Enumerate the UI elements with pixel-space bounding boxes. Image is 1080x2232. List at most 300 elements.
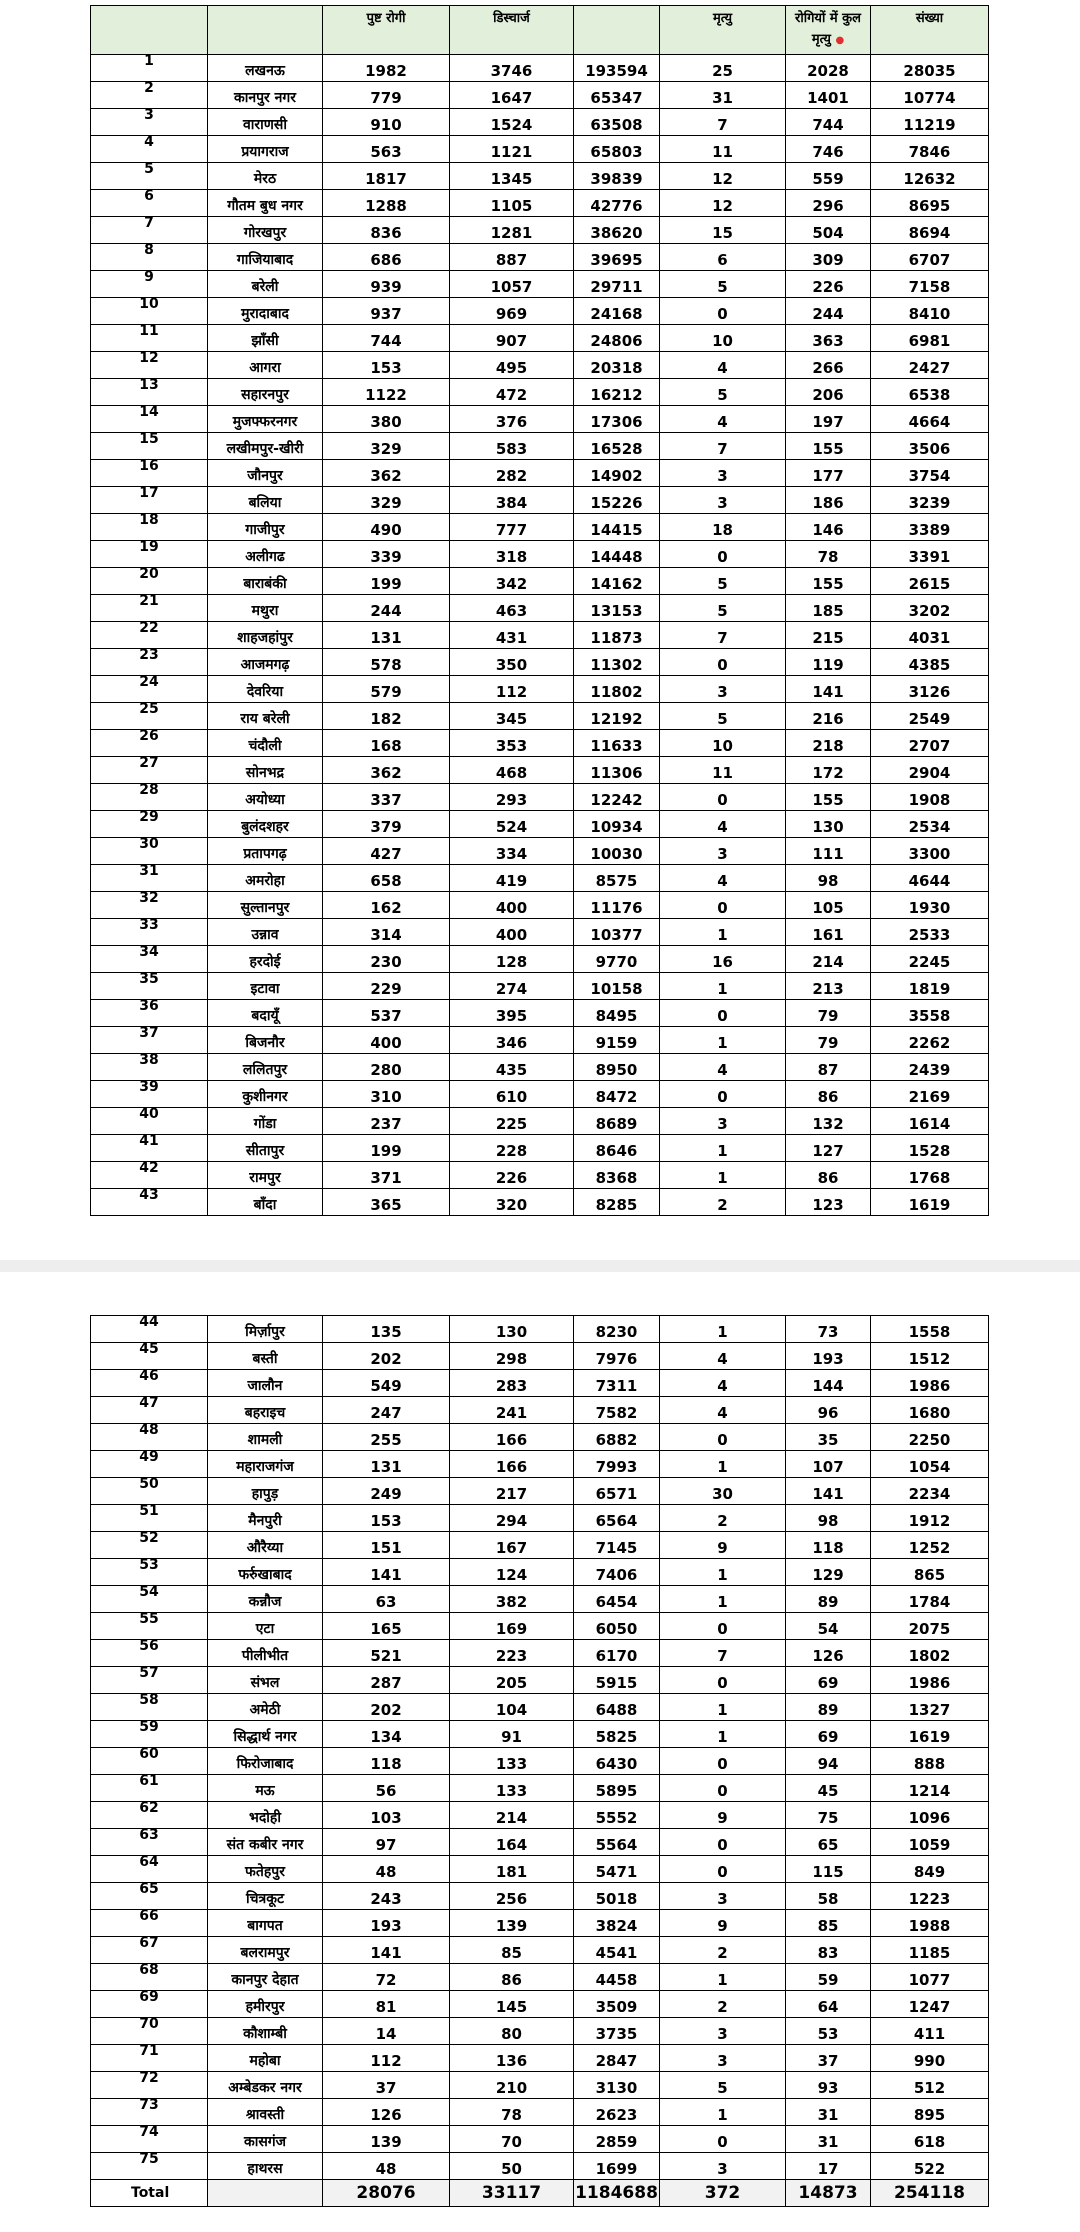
value-cell: 1 bbox=[660, 1162, 786, 1189]
value-cell: 3506 bbox=[871, 433, 989, 460]
district-cell: भदोही bbox=[208, 1802, 323, 1829]
value-cell: 213 bbox=[786, 973, 871, 1000]
district-cell: कानपुर देहात bbox=[208, 1964, 323, 1991]
value-cell: 3300 bbox=[871, 838, 989, 865]
value-cell: 0 bbox=[660, 649, 786, 676]
value-cell: 1768 bbox=[871, 1162, 989, 1189]
value-cell: 12632 bbox=[871, 163, 989, 190]
district-cell: फिरोजाबाद bbox=[208, 1748, 323, 1775]
value-cell: 131 bbox=[323, 622, 450, 649]
value-cell: 537 bbox=[323, 1000, 450, 1027]
district-cell: कन्नौज bbox=[208, 1586, 323, 1613]
district-cell: प्रतापगढ़ bbox=[208, 838, 323, 865]
value-cell: 133 bbox=[450, 1775, 574, 1802]
value-cell: 5 bbox=[660, 568, 786, 595]
table-row bbox=[91, 1937, 989, 1964]
value-cell: 1619 bbox=[871, 1189, 989, 1216]
value-cell: 0 bbox=[660, 541, 786, 568]
value-cell: 1054 bbox=[871, 1451, 989, 1478]
value-cell: 1528 bbox=[871, 1135, 989, 1162]
value-cell: 431 bbox=[450, 622, 574, 649]
district-cell: लखनऊ bbox=[208, 55, 323, 82]
district-table-part-1 bbox=[90, 5, 989, 1216]
value-cell: 7582 bbox=[574, 1397, 660, 1424]
value-cell: 3 bbox=[660, 2018, 786, 2045]
value-cell: 20318 bbox=[574, 352, 660, 379]
district-cell: अमरोहा bbox=[208, 865, 323, 892]
value-cell: 2250 bbox=[871, 1424, 989, 1451]
value-cell: 11873 bbox=[574, 622, 660, 649]
value-cell: 6707 bbox=[871, 244, 989, 271]
value-cell: 127 bbox=[786, 1135, 871, 1162]
serial-cell: 29 bbox=[91, 811, 208, 838]
value-cell: 779 bbox=[323, 82, 450, 109]
serial-cell: 54 bbox=[91, 1586, 208, 1613]
value-cell: 130 bbox=[786, 811, 871, 838]
value-cell: 13153 bbox=[574, 595, 660, 622]
value-cell: 16 bbox=[660, 946, 786, 973]
district-cell: औरैय्या bbox=[208, 1532, 323, 1559]
value-cell: 0 bbox=[660, 1748, 786, 1775]
value-cell: 229 bbox=[323, 973, 450, 1000]
value-cell: 3 bbox=[660, 676, 786, 703]
value-cell: 141 bbox=[323, 1559, 450, 1586]
value-cell: 1105 bbox=[450, 190, 574, 217]
value-cell: 141 bbox=[786, 1478, 871, 1505]
serial-cell: 16 bbox=[91, 460, 208, 487]
value-cell: 7993 bbox=[574, 1451, 660, 1478]
value-cell: 217 bbox=[450, 1478, 574, 1505]
district-cell: उन्नाव bbox=[208, 919, 323, 946]
value-cell: 30 bbox=[660, 1478, 786, 1505]
serial-cell: 50 bbox=[91, 1478, 208, 1505]
value-cell: 12192 bbox=[574, 703, 660, 730]
value-cell: 1 bbox=[660, 919, 786, 946]
value-cell: 5 bbox=[660, 595, 786, 622]
value-cell: 14902 bbox=[574, 460, 660, 487]
table-row bbox=[91, 1424, 989, 1451]
total-value: 372 bbox=[660, 2180, 786, 2207]
value-cell: 86 bbox=[786, 1162, 871, 1189]
value-cell: 80 bbox=[450, 2018, 574, 2045]
value-cell: 9 bbox=[660, 1910, 786, 1937]
serial-cell: 72 bbox=[91, 2072, 208, 2099]
value-cell: 177 bbox=[786, 460, 871, 487]
table-row bbox=[91, 352, 989, 379]
district-cell: वाराणसी bbox=[208, 109, 323, 136]
value-cell: 5018 bbox=[574, 1883, 660, 1910]
value-cell: 199 bbox=[323, 568, 450, 595]
value-cell: 4541 bbox=[574, 1937, 660, 1964]
value-cell: 849 bbox=[871, 1856, 989, 1883]
value-cell: 3 bbox=[660, 487, 786, 514]
serial-cell: 75 bbox=[91, 2153, 208, 2180]
serial-cell: 46 bbox=[91, 1370, 208, 1397]
table-row bbox=[91, 1694, 989, 1721]
value-cell: 123 bbox=[786, 1189, 871, 1216]
value-cell: 89 bbox=[786, 1586, 871, 1613]
value-cell: 167 bbox=[450, 1532, 574, 1559]
value-cell: 0 bbox=[660, 1424, 786, 1451]
district-cell: गाजीपुर bbox=[208, 514, 323, 541]
value-cell: 310 bbox=[323, 1081, 450, 1108]
value-cell: 63508 bbox=[574, 109, 660, 136]
table-row bbox=[91, 1081, 989, 1108]
value-cell: 1 bbox=[660, 1451, 786, 1478]
header-cell: संख्या bbox=[871, 6, 989, 55]
serial-cell: 37 bbox=[91, 1027, 208, 1054]
value-cell: 1096 bbox=[871, 1802, 989, 1829]
table-row bbox=[91, 298, 989, 325]
table-row bbox=[91, 595, 989, 622]
serial-cell: 11 bbox=[91, 325, 208, 352]
table-row bbox=[91, 1559, 989, 1586]
value-cell: 151 bbox=[323, 1532, 450, 1559]
value-cell: 353 bbox=[450, 730, 574, 757]
value-cell: 1 bbox=[660, 1559, 786, 1586]
marker-dot-icon: ● bbox=[835, 35, 845, 46]
value-cell: 136 bbox=[450, 2045, 574, 2072]
serial-cell: 38 bbox=[91, 1054, 208, 1081]
table-row bbox=[91, 1370, 989, 1397]
value-cell: 309 bbox=[786, 244, 871, 271]
value-cell: 2623 bbox=[574, 2099, 660, 2126]
value-cell: 8689 bbox=[574, 1108, 660, 1135]
value-cell: 130 bbox=[450, 1316, 574, 1343]
serial-cell: 70 bbox=[91, 2018, 208, 2045]
value-cell: 1930 bbox=[871, 892, 989, 919]
value-cell: 38620 bbox=[574, 217, 660, 244]
value-cell: 6981 bbox=[871, 325, 989, 352]
value-cell: 2859 bbox=[574, 2126, 660, 2153]
value-cell: 139 bbox=[323, 2126, 450, 2153]
district-cell: मुरादाबाद bbox=[208, 298, 323, 325]
value-cell: 103 bbox=[323, 1802, 450, 1829]
value-cell: 3202 bbox=[871, 595, 989, 622]
value-cell: 10 bbox=[660, 730, 786, 757]
value-cell: 11302 bbox=[574, 649, 660, 676]
value-cell: 107 bbox=[786, 1451, 871, 1478]
value-cell: 4385 bbox=[871, 649, 989, 676]
value-cell: 28035 bbox=[871, 55, 989, 82]
value-cell: 161 bbox=[786, 919, 871, 946]
table-header-row bbox=[91, 6, 989, 55]
header-cell-total-deaths bbox=[786, 6, 871, 55]
value-cell: 256 bbox=[450, 1883, 574, 1910]
total-empty-cell bbox=[208, 2180, 323, 2207]
value-cell: 7 bbox=[660, 622, 786, 649]
district-cell: सुल्तानपुर bbox=[208, 892, 323, 919]
value-cell: 376 bbox=[450, 406, 574, 433]
value-cell: 70 bbox=[450, 2126, 574, 2153]
total-row bbox=[91, 2180, 989, 2207]
table-body-part-2 bbox=[91, 1316, 989, 2180]
value-cell: 363 bbox=[786, 325, 871, 352]
value-cell: 0 bbox=[660, 2126, 786, 2153]
table-row bbox=[91, 163, 989, 190]
value-cell: 218 bbox=[786, 730, 871, 757]
value-cell: 4458 bbox=[574, 1964, 660, 1991]
value-cell: 58 bbox=[786, 1883, 871, 1910]
value-cell: 296 bbox=[786, 190, 871, 217]
district-cell: झाँसी bbox=[208, 325, 323, 352]
value-cell: 10030 bbox=[574, 838, 660, 865]
value-cell: 14448 bbox=[574, 541, 660, 568]
district-cell: सीतापुर bbox=[208, 1135, 323, 1162]
table-row bbox=[91, 190, 989, 217]
value-cell: 69 bbox=[786, 1667, 871, 1694]
value-cell: 39839 bbox=[574, 163, 660, 190]
table-row bbox=[91, 1343, 989, 1370]
value-cell: 3 bbox=[660, 838, 786, 865]
value-cell: 1680 bbox=[871, 1397, 989, 1424]
value-cell: 3509 bbox=[574, 1991, 660, 2018]
value-cell: 559 bbox=[786, 163, 871, 190]
serial-cell: 33 bbox=[91, 919, 208, 946]
table-row bbox=[91, 487, 989, 514]
total-value: 254118 bbox=[871, 2180, 989, 2207]
serial-cell: 31 bbox=[91, 865, 208, 892]
value-cell: 2439 bbox=[871, 1054, 989, 1081]
value-cell: 89 bbox=[786, 1694, 871, 1721]
value-cell: 206 bbox=[786, 379, 871, 406]
table-row bbox=[91, 1189, 989, 1216]
value-cell: 115 bbox=[786, 1856, 871, 1883]
value-cell: 118 bbox=[786, 1532, 871, 1559]
serial-cell: 30 bbox=[91, 838, 208, 865]
value-cell: 777 bbox=[450, 514, 574, 541]
value-cell: 512 bbox=[871, 2072, 989, 2099]
serial-cell: 23 bbox=[91, 649, 208, 676]
value-cell: 746 bbox=[786, 136, 871, 163]
value-cell: 64 bbox=[786, 1991, 871, 2018]
total-value: 14873 bbox=[786, 2180, 871, 2207]
value-cell: 12242 bbox=[574, 784, 660, 811]
district-cell: बाराबंकी bbox=[208, 568, 323, 595]
value-cell: 3 bbox=[660, 460, 786, 487]
district-cell: गोरखपुर bbox=[208, 217, 323, 244]
district-cell: श्रावस्ती bbox=[208, 2099, 323, 2126]
serial-cell: 2 bbox=[91, 82, 208, 109]
value-cell: 4 bbox=[660, 811, 786, 838]
value-cell: 199 bbox=[323, 1135, 450, 1162]
value-cell: 185 bbox=[786, 595, 871, 622]
value-cell: 1817 bbox=[323, 163, 450, 190]
value-cell: 2533 bbox=[871, 919, 989, 946]
table-row bbox=[91, 1505, 989, 1532]
table-row bbox=[91, 2126, 989, 2153]
value-cell: 6564 bbox=[574, 1505, 660, 1532]
district-cell: बहराइच bbox=[208, 1397, 323, 1424]
district-cell: हाथरस bbox=[208, 2153, 323, 2180]
value-cell: 618 bbox=[871, 2126, 989, 2153]
value-cell: 25 bbox=[660, 55, 786, 82]
value-cell: 7 bbox=[660, 1640, 786, 1667]
value-cell: 1057 bbox=[450, 271, 574, 298]
value-cell: 7 bbox=[660, 433, 786, 460]
header-cell: डिस्चार्ज bbox=[450, 6, 574, 55]
table-row bbox=[91, 1316, 989, 1343]
value-cell: 8410 bbox=[871, 298, 989, 325]
value-cell: 1524 bbox=[450, 109, 574, 136]
value-cell: 4 bbox=[660, 1054, 786, 1081]
value-cell: 1122 bbox=[323, 379, 450, 406]
value-cell: 1802 bbox=[871, 1640, 989, 1667]
value-cell: 907 bbox=[450, 325, 574, 352]
value-cell: 5 bbox=[660, 2072, 786, 2099]
value-cell: 658 bbox=[323, 865, 450, 892]
value-cell: 226 bbox=[786, 271, 871, 298]
value-cell: 4 bbox=[660, 1397, 786, 1424]
value-cell: 98 bbox=[786, 1505, 871, 1532]
value-cell: 4 bbox=[660, 1343, 786, 1370]
table-row bbox=[91, 1532, 989, 1559]
value-cell: 293 bbox=[450, 784, 574, 811]
serial-cell: 6 bbox=[91, 190, 208, 217]
district-cell: बस्ती bbox=[208, 1343, 323, 1370]
value-cell: 2 bbox=[660, 1991, 786, 2018]
value-cell: 14162 bbox=[574, 568, 660, 595]
serial-cell: 34 bbox=[91, 946, 208, 973]
table-row bbox=[91, 1802, 989, 1829]
value-cell: 4 bbox=[660, 406, 786, 433]
value-cell: 990 bbox=[871, 2045, 989, 2072]
table-row bbox=[91, 1910, 989, 1937]
value-cell: 2534 bbox=[871, 811, 989, 838]
table-row bbox=[91, 433, 989, 460]
value-cell: 216 bbox=[786, 703, 871, 730]
serial-cell: 52 bbox=[91, 1532, 208, 1559]
value-cell: 72 bbox=[323, 1964, 450, 1991]
value-cell: 836 bbox=[323, 217, 450, 244]
value-cell: 1699 bbox=[574, 2153, 660, 2180]
value-cell: 9770 bbox=[574, 946, 660, 973]
district-cell: बागपत bbox=[208, 1910, 323, 1937]
value-cell: 112 bbox=[450, 676, 574, 703]
serial-cell: 9 bbox=[91, 271, 208, 298]
value-cell: 1185 bbox=[871, 1937, 989, 1964]
page-separator bbox=[0, 1260, 1080, 1272]
header-cell: मृत्यु bbox=[660, 6, 786, 55]
value-cell: 345 bbox=[450, 703, 574, 730]
value-cell: 31 bbox=[660, 82, 786, 109]
value-cell: 104 bbox=[450, 1694, 574, 1721]
value-cell: 365 bbox=[323, 1189, 450, 1216]
value-cell: 0 bbox=[660, 1856, 786, 1883]
value-cell: 384 bbox=[450, 487, 574, 514]
value-cell: 168 bbox=[323, 730, 450, 757]
value-cell: 2427 bbox=[871, 352, 989, 379]
value-cell: 2169 bbox=[871, 1081, 989, 1108]
serial-cell: 40 bbox=[91, 1108, 208, 1135]
value-cell: 14 bbox=[323, 2018, 450, 2045]
value-cell: 2549 bbox=[871, 703, 989, 730]
value-cell: 3239 bbox=[871, 487, 989, 514]
serial-cell: 53 bbox=[91, 1559, 208, 1586]
value-cell: 7145 bbox=[574, 1532, 660, 1559]
table-row bbox=[91, 811, 989, 838]
district-cell: चित्रकूट bbox=[208, 1883, 323, 1910]
district-cell: प्रयागराज bbox=[208, 136, 323, 163]
table-row bbox=[91, 1586, 989, 1613]
table-row bbox=[91, 1775, 989, 1802]
value-cell: 155 bbox=[786, 433, 871, 460]
value-cell: 45 bbox=[786, 1775, 871, 1802]
value-cell: 11633 bbox=[574, 730, 660, 757]
value-cell: 1619 bbox=[871, 1721, 989, 1748]
value-cell: 10774 bbox=[871, 82, 989, 109]
district-cell: गोंडा bbox=[208, 1108, 323, 1135]
value-cell: 1345 bbox=[450, 163, 574, 190]
value-cell: 1247 bbox=[871, 1991, 989, 2018]
table-row bbox=[91, 784, 989, 811]
value-cell: 610 bbox=[450, 1081, 574, 1108]
table-row bbox=[91, 217, 989, 244]
table-row bbox=[91, 271, 989, 298]
value-cell: 124 bbox=[450, 1559, 574, 1586]
value-cell: 522 bbox=[871, 2153, 989, 2180]
value-cell: 214 bbox=[786, 946, 871, 973]
value-cell: 31 bbox=[786, 2126, 871, 2153]
value-cell: 9 bbox=[660, 1532, 786, 1559]
serial-cell: 1 bbox=[91, 55, 208, 82]
table-row bbox=[91, 541, 989, 568]
serial-cell: 12 bbox=[91, 352, 208, 379]
value-cell: 329 bbox=[323, 433, 450, 460]
value-cell: 5915 bbox=[574, 1667, 660, 1694]
value-cell: 382 bbox=[450, 1586, 574, 1613]
district-cell: मिर्ज़ापुर bbox=[208, 1316, 323, 1343]
serial-cell: 19 bbox=[91, 541, 208, 568]
value-cell: 162 bbox=[323, 892, 450, 919]
serial-cell: 66 bbox=[91, 1910, 208, 1937]
value-cell: 6488 bbox=[574, 1694, 660, 1721]
value-cell: 3 bbox=[660, 1883, 786, 1910]
value-cell: 172 bbox=[786, 757, 871, 784]
district-cell: गाजियाबाद bbox=[208, 244, 323, 271]
table-row bbox=[91, 244, 989, 271]
value-cell: 4644 bbox=[871, 865, 989, 892]
value-cell: 214 bbox=[450, 1802, 574, 1829]
value-cell: 583 bbox=[450, 433, 574, 460]
value-cell: 86 bbox=[450, 1964, 574, 1991]
serial-cell: 68 bbox=[91, 1964, 208, 1991]
serial-cell: 43 bbox=[91, 1189, 208, 1216]
value-cell: 193 bbox=[786, 1343, 871, 1370]
value-cell: 4 bbox=[660, 352, 786, 379]
value-cell: 81 bbox=[323, 1991, 450, 2018]
value-cell: 8646 bbox=[574, 1135, 660, 1162]
district-cell: महाराजगंज bbox=[208, 1451, 323, 1478]
value-cell: 3391 bbox=[871, 541, 989, 568]
district-cell: मेरठ bbox=[208, 163, 323, 190]
value-cell: 1121 bbox=[450, 136, 574, 163]
value-cell: 342 bbox=[450, 568, 574, 595]
value-cell: 1 bbox=[660, 1586, 786, 1613]
value-cell: 8472 bbox=[574, 1081, 660, 1108]
value-cell: 15226 bbox=[574, 487, 660, 514]
value-cell: 427 bbox=[323, 838, 450, 865]
value-cell: 16528 bbox=[574, 433, 660, 460]
value-cell: 0 bbox=[660, 892, 786, 919]
value-cell: 225 bbox=[450, 1108, 574, 1135]
value-cell: 141 bbox=[323, 1937, 450, 1964]
serial-cell: 21 bbox=[91, 595, 208, 622]
value-cell: 79 bbox=[786, 1000, 871, 1027]
serial-cell: 73 bbox=[91, 2099, 208, 2126]
value-cell: 298 bbox=[450, 1343, 574, 1370]
value-cell: 578 bbox=[323, 649, 450, 676]
